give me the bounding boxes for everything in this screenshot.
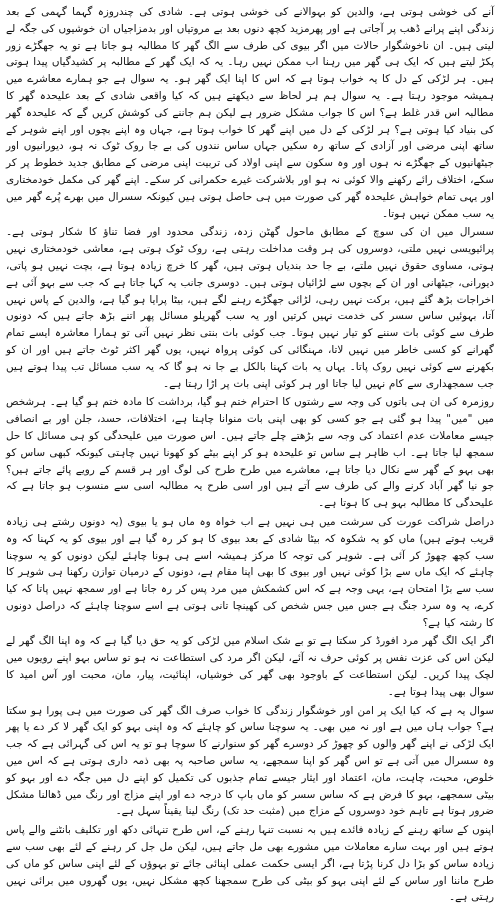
paragraph-6: سوال یہ ہے کہ کیا ایک پر امن اور خوشگوار زندگی کا خواب صرف الگ گھر کی صورت میں ہی پورا ہو سکتا ہے؟ جواب ہاں میں ہے اور نہ میں بھی۔ یہ سوچنا ساس کو چاہئے کہ وہ اپنی بہو کو ایک گھر لا کر دے یا پھر ایک لڑکی نے اپنے گھر والوں کو چھوڑ کر دوسرے گھر کو سنوارنے کا سوچا ہو تو یہ اس کی گہرائی ہے کہ جب وہ سسرال میں آتی ہے تو اس گھر کو اپنا سمجھے، یہ ساس صاحبہ پہ بھی ذمہ داری ہوتی ہے کہ اس میں خلوص، محبت، چاہت، مان، اعتماد اور ایثار جیسے تمام جذبوں کی تکمیل کو اپنے دل میں جگہ دے اور بہو کو بیٹی سمجھے، بہو کا فرض ہے کہ ساس سسر کو ماں باپ کا درجہ دے اور اپنے مزاج اور رنگ میں ڈھالنا مشکل ضرور ہوتا ہے تاہم خود دوسروں کے مزاج میں (مثبت حد تک) رنگ لینا یقیناً سہل ہے۔ [6, 704, 495, 818]
paragraph-5: اگر ایک الگ گھر مرد افورڈ کر سکتا ہے تو بے شک اسلام میں لڑکی کو یہ حق دیا گیا ہے کہ وہ اپنا الگ گھر لے لیکن اس کی عزت نفس پر کوئی حرف نہ آئے، لیکن اگر مرد کی استطاعت نہ ہو تو ساس بہو اپنے رویوں میں لچک پیدا کریں۔ لیکن استطاعت کے باوجود بھی گھر کی خوشیاں، اپنائیت، پیار، مان، محبت اور آس امید کا سوال بھی پیدا ہوتا ہے۔ [6, 635, 494, 698]
paragraph-7: اپنوں کے ساتھ رہنے کے زیادہ فائدے ہیں بہ نسبت تنہا رہنے کے، اس طرح تنہائی دکھ اور تکلیف بانٹنے والے پاس ہوتے ہیں اور بہت سارے معاملات میں مشورے بھی مل جاتے ہیں، لیکن مل جل کر رہنے کے لئے بھی سب سے زیادہ ساس کو بڑا دل کرنا پڑتا ہے، اگر ایسی حکمت عملی اپنائی جائے تو بہوؤں کے لئے اپنی ساس کو ماں کی طرح ماننا اور ساس کے لئے اپنی بہو کو بیٹی کی طرح سمجھنا کچھ مشکل نہیں، یوں گھروں میں برائی نہیں رہتی ہے۔ [6, 824, 494, 904]
paragraph-3: روزمرہ کی ان ہی باتوں کی وجہ سے رشتوں کا احترام ختم ہو گیا، برداشت کا مادہ ختم ہو گیا ہے۔ ہرشخص میں "میں" پیدا ہو گئی ہے جو کسی کو بھی اپنی بات منوانا چاہتا ہے، اختلافات، حسد، جلن اور بے انصافی جیسے معاملات عدم اعتماد کی وجہ سے بڑھتے چلے جاتے ہیں۔ اس صورت میں علیحدگی کو ہی مسائل کا حل سمجھ لیا جاتا ہے۔ اب ظاہر ہے ساس تو علیحدہ ہو کر اپنے بیٹے کو کھونا نہیں چاہتی کیونکہ کبھی ساس کو بھی بہو کے گھر سے نکال دیا جاتا ہے، معاشرے میں طرح طرح کی لوگ اور ہر قسم کے رویے پائے جاتے ہیں؟ جو نیا گھر آباد کرنے والے کی طرف سے آتے ہیں اور اسی طرح یہ مطالبہ اسی سے منسوب ہو جاتا ہے کہ علیحدگی کا مطالبہ بہو ہی کا ہوتا ہے۔ [6, 396, 494, 510]
paragraph-4: دراصل شراکت عورت کی سرشت میں ہی نہیں ہے اب خواہ وہ ماں ہو یا بیوی (یہ دونوں رشتے ہی زیادہ قریب ہوتے ہیں) ماں کو یہ شکوہ کہ بیٹا شادی کے بعد بیوی کا ہو کر رہ گیا ہے اور بیوی کو یہ کہنا کہ وہ سب کچھ چھوڑ کر آئی ہے۔ شوہر کی توجہ کا مرکز ہمیشہ اسے ہی ہونا چاہئے لیکن دونوں کو یہ سوچنا چاہئے کہ ایک ماں سے بڑا کوئی نہیں اور بیوی کا بھی اپنا مقام ہے، دونوں کے درمیان توازن رکھنا ہی شوہر کا سب سے بڑا امتحان ہے، یہی وجہ ہے کہ اس کشمکش میں مرد پس کر رہ جاتا ہے اور سمجھ نہیں پاتا کہ کیا کرے، یہ وہ سرد جنگ ہے جس میں جس شخص کی کھینچا تانی ہوتی ہے اسے سوچنا چاہئے کہ دراصل دونوں کا رشتہ کیا ہے؟ [6, 515, 494, 629]
paragraph-1: آنے کی خوشی ہوتی ہے، والدین کو بہوالانے کی خوشی ہوتی ہے۔ شادی کی چندروزہ گہما گہمی کے بعد زندگی اپنے پرانے ڈھب پر آجاتی ہے اور پھرمزید کچھ دنوں بعد بے مروتیاں اور بدمزاجیاں ان خوشیوں کی جگہ لے لیتی ہیں۔ ان ناخوشگوار حالات میں اگر بیوی کی طرف سے الگ گھر کا مطالبہ ہو جاتا ہے تو یہ جھگڑے زور پکڑ لیتے ہیں کہ ایک ہی گھر میں رہنا اب ممکن نہیں رہا۔ یہ کہ ایک گھر کے مطالبہ پر کشیدگیاں پیدا ہوتی ہیں۔ ہر لڑکی کے دل کا یہ خواب ہوتا ہے کہ اس کا اپنا ایک گھر ہو۔ یہ سوال ہے جو ہمارے معاشرے میں ہمیشہ موجود رہتا ہے۔ یہ سوال ہم ہر لحاظ سے دیکھتے ہیں کہ کیا واقعی شادی کے بعد علیحدہ گھر کا مطالبہ اس قدر غلط ہے؟ اس کا جواب مشکل ضرور ہے لیکن ہم جاننے کی کوشش کریں گے کہ علیحدہ گھر کی بنیاد کیا ہوتی ہے؟ ہر لڑکی کے دل میں اپنے گھر کا خواب ہوتا ہے، جہاں وہ اپنے بچوں اور اپنے شوہر کے ساتھ اپنی مرضی اور آزادی کے ساتھ رہ سکیں جہاں ساس نندوں کی بے جا روک ٹوک نہ ہو، دیورانیوں اور جیٹھانیوں کے جھگڑے نہ ہوں اور وہ سکون سے اپنی اولاد کی تربیت اپنی مرضی کے مطابق جدید خطوط پر کر سکے، اختلاف رائے رکھنے والا کوئی نہ ہو اور بلاشرکت غیرے حکمرانی کر سکے۔ اپنے گھر کی مکمل خودمختاری اور یہی تمام خواہش علیحدہ گھر کی صورت میں ہی حاصل ہوتی ہیں کیونکہ سسرال میں بھرے پُرے گھر میں یہ سب ممکن نہیں ہوتا۔ [6, 6, 494, 220]
paragraph-2: سسرال میں ان کی سوچ کے مطابق ماحول گھٹن زدہ، زندگی محدود اور فضا تناؤ کا شکار ہوتی ہے۔ پرائیویسی نہیں ملتی، دوسروں کی ہر وقت مداخلت رہتی ہے، روک ٹوک ہوتی ہے، معاشی خودمختاری نہیں ہوتی، مساوی حقوق نہیں ملتے، بے جا حد بندیاں ہوتی ہیں، گھر کا خرچ زیادہ ہوتا ہے، بچت نہیں ہو پاتی، دیورانی، جیٹھانی اور ان کے بچوں سے لڑائیاں ہوتی ہیں۔ دوسری جانب یہ کہا جاتا ہے کہ جب سے بہو آئی ہے اخراجات بڑھ گئے ہیں، برکت نہیں رہی، لڑائی جھگڑے رہنے لگے ہیں، بیٹا پرایا ہو گیا ہے، والدین کے پاس نہیں آتا، بہوئیں ساس سسر کی خدمت نہیں کرتیں اور یہ سب گھریلو مسائل پھر اتنے بڑھ جاتے ہیں کہ دونوں طرف سے کوئی بات سننے کو تیار نہیں ہوتا۔ جب کوئی بات بنتی نظر نہیں آتی تو ہمارا معاشرہ ایسے تمام گھرانے کو کسی خاطر میں نہیں لاتا، مہنگائی کی کوئی پرواہ نہیں، یوں گھر اکثر ٹوٹ جاتے ہیں اور ان کو بکھرنے سے کوئی نہیں روک پاتا۔ یہاں یہ بات کہنا بالکل بے جا نہ ہو گا کہ یہ سب مسائل تب پیدا ہوتے ہیں جب سمجھداری سے کام نہیں لیا جاتا اور ہر کوئی اپنی بات پر اڑا رہتا ہے۔ [6, 226, 494, 390]
